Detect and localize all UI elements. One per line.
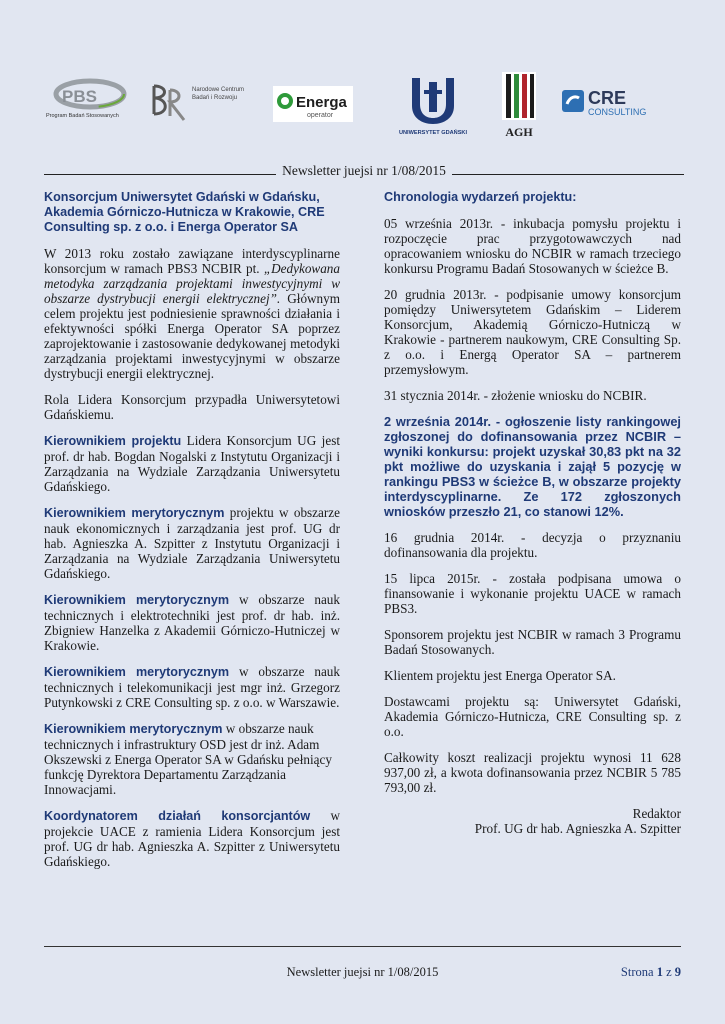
event-paragraph-6: 15 lipca 2015r. - została podpisana umowa o finansowanie i wykonanie projektu UACE w ramach PBS3. bbox=[384, 571, 681, 616]
newsletter-header bbox=[44, 162, 684, 179]
ug-logo bbox=[398, 74, 468, 136]
manager-economics-paragraph: Kierownikiem merytorycznym projektu w obszarze nauk ekonomicznych i zarządzania jest prof. UG dr hab. Agnieszka A. Szpitter z Instytutu Organizacji i Zarządzania na Wydziale Zarządzania Uniwersytetu Gdańskiego. bbox=[44, 505, 340, 581]
header-rule-right bbox=[452, 162, 684, 175]
page-number: Strona 1 z 9 bbox=[620, 965, 681, 979]
manager-telecom-paragraph: Kierownikiem merytorycznym w obszarze nauk technicznych i telekomunikacji jest mgr inż. Grzegorz Putynkowski z CRE Consulting sp. z o.o. w Warszawie. bbox=[44, 664, 340, 710]
ncbr-logo: Narodowe Centrum Badań i Rozwoju bbox=[150, 80, 254, 124]
suppliers-paragraph: Dostawcami projektu są: Uniwersytet Gdański, Akademia Górniczo-Hutnicza, CRE Consulting sp. z o.o. bbox=[384, 694, 681, 739]
editor-label: Redaktor bbox=[632, 806, 681, 821]
chronology-heading: Chronologia wydarzeń projektu: bbox=[384, 190, 577, 204]
footer-title: Newsletter juejsi nr 1/08/2015 bbox=[286, 965, 439, 979]
svg-text:Program Badań Stosowanych: Program Badań Stosowanych bbox=[46, 113, 119, 119]
footer-divider bbox=[44, 946, 681, 947]
svg-text:CRE: CRE bbox=[588, 88, 627, 108]
manager-electro-paragraph: Kierownikiem merytorycznym w obszarze nauk technicznych i elektrotechniki jest prof. dr hab. inż. Zbigniew Hanzelka z Akademii Górniczo-Hutniczej w Krakowie. bbox=[44, 592, 340, 653]
right-column bbox=[384, 190, 681, 836]
header-rule-left bbox=[44, 162, 276, 175]
svg-text:PBS: PBS bbox=[62, 87, 97, 106]
svg-text:AGH: AGH bbox=[505, 125, 533, 139]
leader-paragraph: Rola Lidera Konsorcjum przypadła Uniwersytetowi Gdańskiemu. bbox=[44, 392, 340, 422]
consortium-heading: Konsorcjum Uniwersytet Gdański w Gdańsku, Akademia Górniczo-Hutnicza w Krakowie, CRE Consulting sp. z o.o. i Energa Operator SA bbox=[44, 190, 325, 234]
editor-name: Prof. UG dr hab. Agnieszka A. Szpitter bbox=[474, 821, 681, 836]
logo-bar bbox=[40, 68, 685, 140]
cost-paragraph: Całkowity koszt realizacji projektu wynosi 11 628 937,00 zł, a kwota dofinansowania przez NCBIR 5 785 793,00 zł. bbox=[384, 750, 681, 795]
project-manager-paragraph: Kierownikiem projektu Lidera Konsorcjum UG jest prof. dr hab. Bogdan Nogalski z Instytutu Organizacji i Zarządzania na Wydziale Zarządzania Uniwersytetu Gdańskiego. bbox=[44, 433, 340, 494]
event-paragraph-1: 05 września 2013r. - inkubacja pomysłu projektu i rozpoczęcie prac przygotowawczych nad opracowaniem wniosku do NCBIR w ramach trzeciego konkursu Programu Badań Stosowanych w ścieżce B. bbox=[384, 216, 681, 276]
coordinator-paragraph: Koordynatorem działań konsorcjantów w projekcie UACE z ramienia Lidera Konsorcjum jest prof. UG dr hab. Agnieszka A. Szpitter z Uniwersytetu Gdańskiego. bbox=[44, 808, 340, 869]
client-paragraph: Klientem projektu jest Energa Operator SA. bbox=[384, 668, 616, 683]
svg-text:operator: operator bbox=[307, 112, 334, 119]
editor-block bbox=[384, 806, 681, 836]
newsletter-title: Newsletter juejsi nr 1/08/2015 bbox=[282, 163, 446, 178]
event-paragraph-3: 31 stycznia 2014r. - złożenie wniosku do NCBIR. bbox=[384, 388, 647, 403]
sponsor-paragraph: Sponsorem projektu jest NCBIR w ramach 3 Programu Badań Stosowanych. bbox=[384, 627, 681, 657]
cre-logo bbox=[560, 84, 664, 118]
energa-logo bbox=[273, 86, 353, 122]
svg-text:Energa: Energa bbox=[296, 94, 347, 111]
intro-paragraph: W 2013 roku zostało zawiązane interdyscyplinarne konsorcjum w ramach PBS3 NCBIR pt. „Dedykowana metodyka zarządzania projektami inwestycyjnymi w obszarze dystrybucji energii elektrycznej”. Głównym celem projektu jest podniesienie sprawności działania i efektywności spółki Energa Operator SA poprzez zaprojektowanie i zastosowanie dedykowanej metodyki zarządzania projektami inwestycyjnymi w obszarze dystrybucji energii elektrycznej. bbox=[44, 246, 341, 381]
event-paragraph-4: 2 września 2014r. - ogłoszenie listy rankingowej zgłoszonej do dofinansowania przez NCBIR – wyniki konkursu: projekt uzyskał 30,83 pkt na 32 pkt możliwe do uzyskania i zajął 5 pozycję w rankingu PBS3 w ścieżce B, w obszarze projekty interdyscyplinarne. Ze 172 zgłoszonych wniosków przeszło 21, co stanowi 12%. bbox=[384, 414, 681, 519]
svg-text:CONSULTING: CONSULTING bbox=[588, 107, 647, 117]
event-paragraph-2: 20 grudnia 2013r. - podpisanie umowy konsorcjum pomiędzy Uniwersytetem Gdańskim – Liderem Konsorcjum, Akademią Górniczo-Hutniczą w Krakowie - partnerem naukowym, CRE Consulting Sp. z o.o. i Energą Operator SA – partnerem przemysłowym. bbox=[384, 287, 681, 377]
left-column bbox=[44, 190, 340, 880]
agh-logo bbox=[500, 70, 538, 140]
svg-text:UNIWERSYTET GDAŃSKI: UNIWERSYTET GDAŃSKI bbox=[398, 130, 468, 136]
pbs-logo bbox=[44, 76, 128, 120]
manager-osd-paragraph: Kierownikiem merytorycznym w obszarze nauk technicznych i infrastruktury OSD jest dr inż. Adam Okszewski z Energa Operator SA w Gdańsku pełniący funkcję Dyrektora Departamentu Zarządzania Innowacjami. bbox=[44, 721, 332, 797]
event-paragraph-5: 16 grudnia 2014r. - decyzja o przyznaniu dofinansowania dla projektu. bbox=[384, 530, 681, 560]
